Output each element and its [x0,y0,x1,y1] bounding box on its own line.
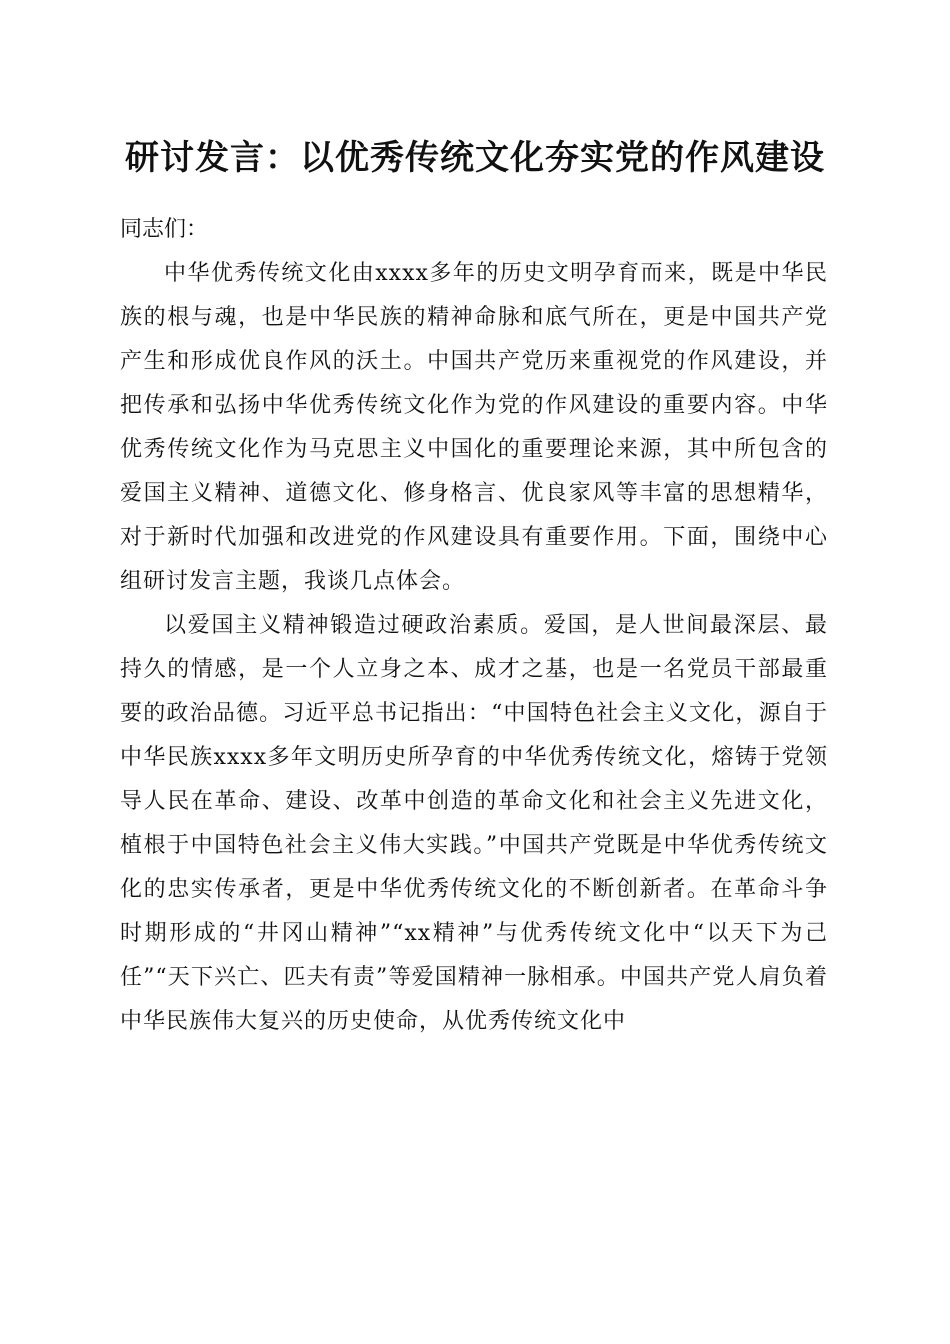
document-title: 研讨发言：以优秀传统文化夯实党的作风建设 [125,138,825,178]
salutation: 同志们： [120,217,209,242]
document-body [120,208,828,1044]
paragraph-intro: 中华优秀传统文化由xxxx多年的历史文明孕育而来，既是中华民族的根与魂，也是中华民族的精神命脉和底气所在，更是中国共产党产生和形成优良作风的沃土。中国共产党历来重视党的作风建设，并把传承和弘扬中华优秀传统文化作为党的作风建设的重要内容。中华优秀传统文化作为马克思主义中国化的重要理论来源，其中所包含的爱国主义精神、道德文化、修身格言、优良家风等丰富的思想精华，对于新时代加强和改进党的作风建设具有重要作用。下面，围绕中心组研讨发言主题，我谈几点体会。 [120,261,828,594]
paragraph-patriotism: 以爱国主义精神锻造过硬政治素质。爱国，是人世间最深层、最持久的情感，是一个人立身之本、成才之基，也是一名党员干部最重要的政治品德。习近平总书记指出：“中国特色社会主义文化，源自于中华民族xxxx多年文明历史所孕育的中华优秀传统文化，熔铸于党领导人民在革命、建设、改革中创造的革命文化和社会主义先进文化，植根于中国特色社会主义伟大实践。”中国共产党既是中华优秀传统文化的忠实传承者，更是中华优秀传统文化的不断创新者。在革命斗争时期形成的“井冈山精神”“xx精神”与优秀传统文化中“以天下为己任”“天下兴亡、匹夫有责”等爱国精神一脉相承。中国共产党人肩负着中华民族伟大复兴的历史使命，从优秀传统文化中 [120,613,828,1034]
